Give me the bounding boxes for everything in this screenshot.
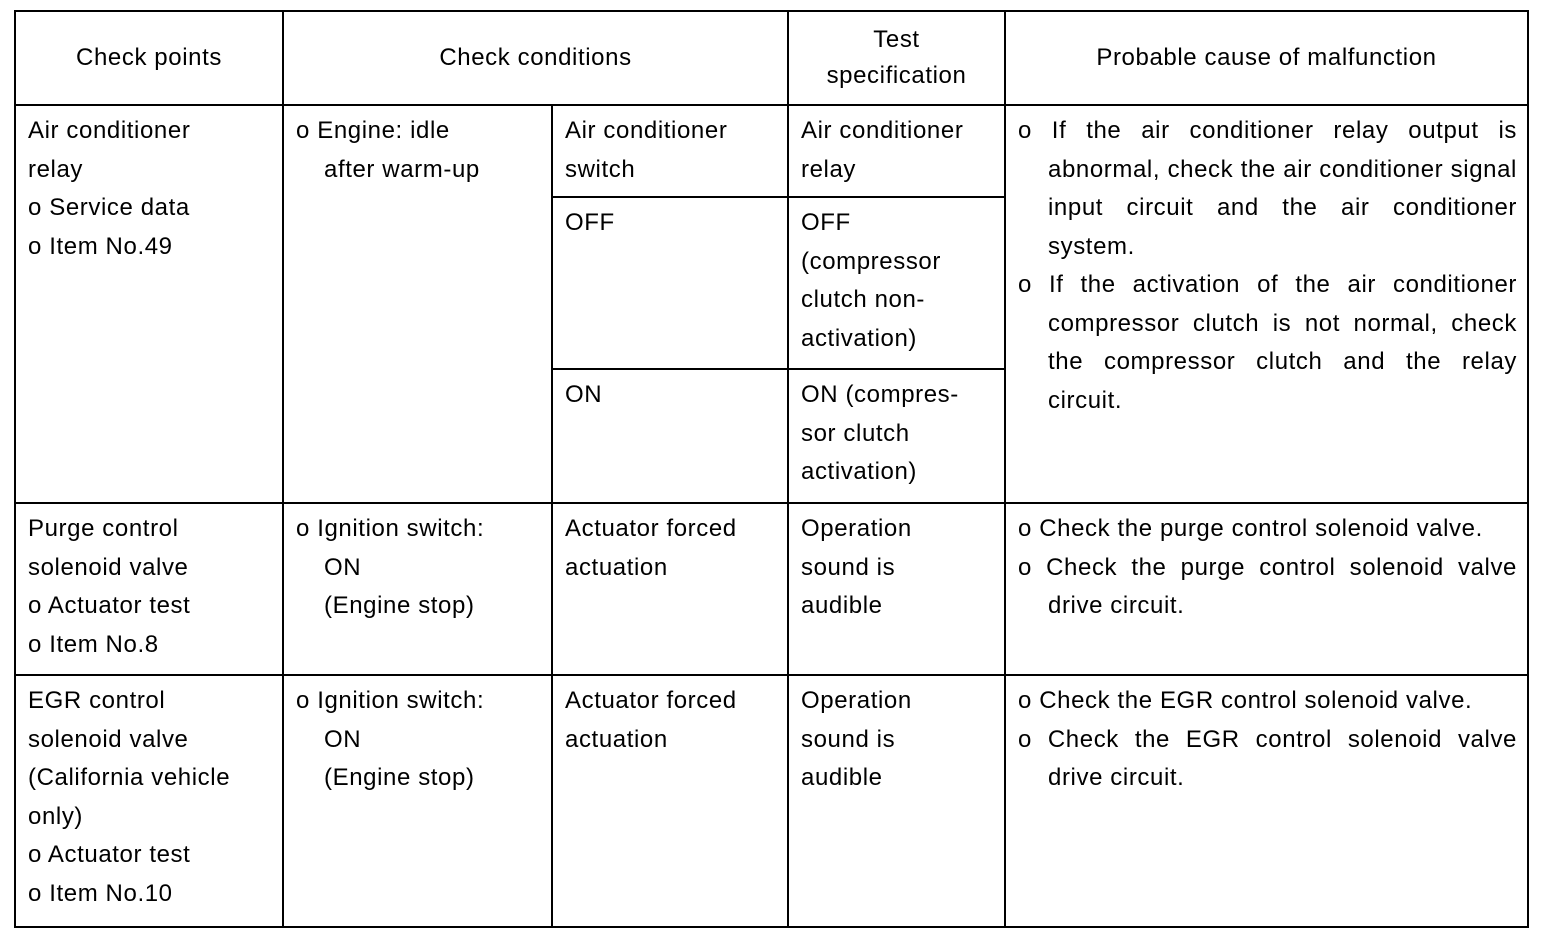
relay-off-l1: OFF: [801, 209, 851, 236]
spec-l2: sound is: [801, 553, 896, 581]
spec-l1: Operation: [801, 515, 912, 542]
spec-l3: audible: [801, 592, 883, 619]
relay-on-l3: activation): [801, 458, 917, 485]
check-point-bullet: o Item No.8: [28, 630, 159, 658]
actuation-l2: actuation: [565, 725, 668, 753]
switch-on-cell: ON: [552, 369, 788, 503]
table-row: [15, 675, 1528, 927]
relay-off-cell: [788, 197, 1005, 369]
check-point-cell: [15, 675, 283, 927]
relay-on-l2: sor clutch: [801, 419, 910, 447]
condition-l2: ON: [324, 553, 362, 581]
check-table: [14, 10, 1529, 928]
check-point-bullet: o Item No.49: [28, 232, 173, 260]
header-test-specification-l1: Test: [873, 26, 920, 53]
condition-cell: [283, 675, 552, 927]
header-test-specification-l2: specification: [826, 62, 967, 89]
check-point-bullet: o Actuator test: [28, 592, 191, 619]
table-row: [15, 503, 1528, 675]
check-point-name-l2: solenoid valve: [28, 553, 189, 581]
spec-l2: sound is: [801, 725, 896, 753]
condition-l1: o Ignition switch:: [296, 687, 485, 714]
relay-off-l2: (compressor: [801, 247, 941, 275]
cause-item: o Check the EGR control solenoid valve.: [1018, 687, 1473, 714]
spec-cell: [788, 675, 1005, 927]
relay-on-cell: [788, 369, 1005, 503]
relay-off-l3: clutch non-: [801, 286, 925, 313]
check-point-name-l1: Purge control: [28, 515, 179, 542]
check-point-bullet: o Service data: [28, 194, 190, 221]
condition-l1: o Engine: idle: [296, 117, 450, 144]
spec-cell: [788, 503, 1005, 675]
sub-header-relay: [788, 105, 1005, 197]
cause-item: o If the activation of the air conditioner compressor clutch is not normal, check the compressor clutch and the relay circuit.: [1018, 271, 1517, 414]
header-row: [15, 11, 1528, 105]
check-point-name-l3: (California vehicle: [28, 764, 231, 791]
sub-header-switch-l1: Air conditioner: [565, 117, 728, 144]
condition-l2: after warm-up: [324, 155, 480, 183]
sub-header-relay-l1: Air conditioner: [801, 117, 964, 144]
cause-item: o Check the EGR control solenoid valve drive circuit.: [1018, 725, 1517, 791]
check-point-cell: [15, 503, 283, 675]
actuation-cell: [552, 675, 788, 927]
spec-l3: audible: [801, 764, 883, 791]
cause-item: o Check the purge control solenoid valve drive circuit.: [1018, 553, 1517, 619]
check-point-bullet: o Item No.10: [28, 879, 173, 907]
table-row: [15, 105, 1528, 197]
condition-l3: (Engine stop): [324, 592, 475, 619]
check-point-bullet: o Actuator test: [28, 841, 191, 868]
sub-header-switch: [552, 105, 788, 197]
check-point-name-l2: solenoid valve: [28, 725, 189, 753]
cause-item: o If the air conditioner relay output is abnormal, check the air conditioner signal input circuit and the air conditioner system.: [1018, 117, 1517, 260]
sub-header-relay-l2: relay: [801, 155, 857, 183]
switch-off-cell: OFF: [552, 197, 788, 369]
condition-l3: (Engine stop): [324, 764, 475, 791]
actuation-l1: Actuator forced: [565, 515, 737, 542]
header-test-specification: [788, 11, 1005, 105]
condition-l1: o Ignition switch:: [296, 515, 485, 542]
check-point-name-l1: EGR control: [28, 687, 166, 714]
cause-item: o Check the purge control solenoid valve.: [1018, 515, 1483, 542]
cause-cell: [1005, 675, 1528, 927]
relay-on-l1: ON (compres-: [801, 381, 959, 408]
actuation-cell: [552, 503, 788, 675]
condition-cell: [283, 503, 552, 675]
condition-l2: ON: [324, 725, 362, 753]
actuation-l1: Actuator forced: [565, 687, 737, 714]
check-point-cell: [15, 105, 283, 503]
check-point-name-l2: relay: [28, 155, 84, 183]
check-point-name-l4: only): [28, 802, 84, 830]
condition-cell: [283, 105, 552, 503]
header-probable-cause: Probable cause of malfunction: [1005, 11, 1528, 105]
header-check-points: Check points: [15, 11, 283, 105]
sub-header-switch-l2: switch: [565, 155, 636, 183]
relay-off-l4: activation): [801, 324, 917, 352]
header-check-conditions: Check conditions: [283, 11, 788, 105]
cause-cell: [1005, 503, 1528, 675]
spec-l1: Operation: [801, 687, 912, 714]
check-point-name-l1: Air conditioner: [28, 117, 191, 144]
cause-cell: [1005, 105, 1528, 503]
actuation-l2: actuation: [565, 553, 668, 581]
